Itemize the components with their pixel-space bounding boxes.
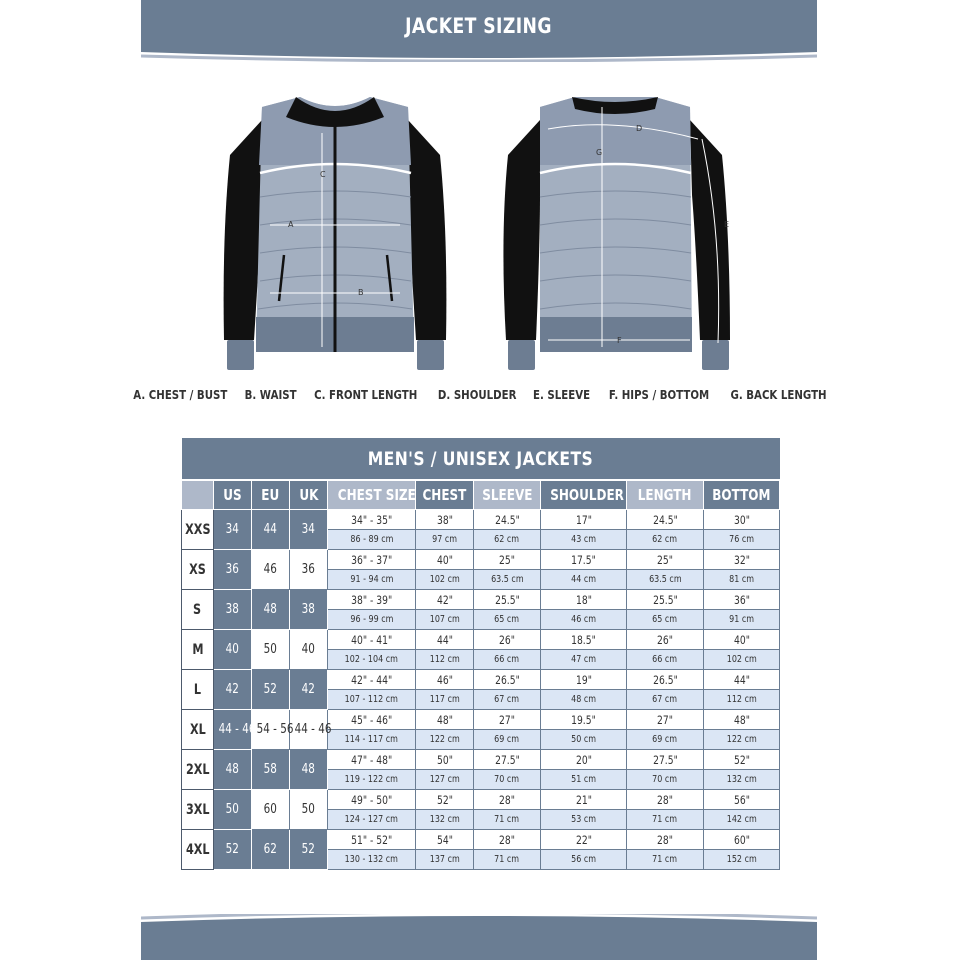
shoulder-inch-cell: 18.5": [541, 630, 627, 650]
uk-size-cell: 52: [290, 830, 328, 870]
shoulder-cm-cell: 51 cm: [541, 770, 627, 790]
bottom-inch-cell: 40": [704, 630, 780, 650]
size-label: 2XL: [182, 750, 214, 790]
legend-item: C. FRONT LENGTH: [314, 388, 418, 402]
us-size-cell: 36: [214, 550, 252, 590]
bottom-inch-cell: 36": [704, 590, 780, 610]
chest-size-inch-cell: 38" - 39": [328, 590, 416, 610]
table-header-row: [182, 480, 780, 510]
shoulder-inch-cell: 17": [541, 510, 627, 530]
front-letter-c: C: [320, 170, 326, 179]
sleeve-inch-cell: 25": [474, 550, 541, 570]
chest-cm-cell: 97 cm: [416, 530, 474, 550]
length-inch-cell: 28": [627, 790, 704, 810]
chest-size-cm-cell: 102 - 104 cm: [328, 650, 416, 670]
chest-inch-cell: 44": [416, 630, 474, 650]
sleeve-cm-cell: 62 cm: [474, 530, 541, 550]
bottom-inch-cell: 56": [704, 790, 780, 810]
shoulder-cm-cell: 56 cm: [541, 850, 627, 870]
length-cm-cell: 67 cm: [627, 690, 704, 710]
length-inch-cell: 27.5": [627, 750, 704, 770]
chest-size-inch-cell: 45" - 46": [328, 710, 416, 730]
table-row-inches: [182, 710, 780, 730]
sleeve-cm-cell: 63.5 cm: [474, 570, 541, 590]
eu-size-cell: 48: [252, 590, 290, 630]
length-inch-cell: 25.5": [627, 590, 704, 610]
shoulder-inch-cell: 18": [541, 590, 627, 610]
eu-size-cell: 52: [252, 670, 290, 710]
header-corner: [182, 480, 214, 510]
length-cm-cell: 70 cm: [627, 770, 704, 790]
table-row-inches: [182, 590, 780, 610]
chest-size-inch-cell: 47" - 48": [328, 750, 416, 770]
length-cm-cell: 71 cm: [627, 850, 704, 870]
table-row-inches: [182, 630, 780, 650]
chest-cm-cell: 122 cm: [416, 730, 474, 750]
column-header: BOTTOM: [704, 480, 780, 510]
sleeve-cm-cell: 66 cm: [474, 650, 541, 670]
chest-size-cm-cell: 107 - 112 cm: [328, 690, 416, 710]
shoulder-inch-cell: 19": [541, 670, 627, 690]
chest-cm-cell: 112 cm: [416, 650, 474, 670]
size-label: 3XL: [182, 790, 214, 830]
legend-item: D. SHOULDER: [438, 388, 517, 402]
bottom-cm-cell: 91 cm: [704, 610, 780, 630]
us-size-cell: 50: [214, 790, 252, 830]
chest-size-cm-cell: 130 - 132 cm: [328, 850, 416, 870]
bottom-cm-cell: 112 cm: [704, 690, 780, 710]
table-row-inches: [182, 510, 780, 530]
size-label: L: [182, 670, 214, 710]
sleeve-inch-cell: 28": [474, 830, 541, 850]
chest-inch-cell: 40": [416, 550, 474, 570]
bottom-cm-cell: 142 cm: [704, 810, 780, 830]
back-jacket-illustration: [503, 97, 730, 370]
length-cm-cell: 66 cm: [627, 650, 704, 670]
shoulder-inch-cell: 20": [541, 750, 627, 770]
chest-cm-cell: 107 cm: [416, 610, 474, 630]
chest-inch-cell: 42": [416, 590, 474, 610]
column-header: LENGTH: [627, 480, 704, 510]
chest-size-inch-cell: 49" - 50": [328, 790, 416, 810]
length-inch-cell: 26.5": [627, 670, 704, 690]
legend-item: E. SLEEVE: [533, 388, 591, 402]
shoulder-cm-cell: 47 cm: [541, 650, 627, 670]
chest-size-cm-cell: 96 - 99 cm: [328, 610, 416, 630]
front-jacket-illustration: [224, 97, 447, 370]
sleeve-inch-cell: 24.5": [474, 510, 541, 530]
chest-size-cm-cell: 86 - 89 cm: [328, 530, 416, 550]
length-cm-cell: 69 cm: [627, 730, 704, 750]
column-header: CHEST: [416, 480, 474, 510]
length-inch-cell: 27": [627, 710, 704, 730]
sleeve-inch-cell: 26": [474, 630, 541, 650]
table-body: [182, 510, 780, 870]
bottom-cm-cell: 102 cm: [704, 650, 780, 670]
shoulder-cm-cell: 46 cm: [541, 610, 627, 630]
chest-size-cm-cell: 114 - 117 cm: [328, 730, 416, 750]
chest-size-inch-cell: 34" - 35": [328, 510, 416, 530]
bottom-cm-cell: 152 cm: [704, 850, 780, 870]
size-label: S: [182, 590, 214, 630]
chest-size-inch-cell: 42" - 44": [328, 670, 416, 690]
bottom-cm-cell: 76 cm: [704, 530, 780, 550]
bottom-cm-cell: 122 cm: [704, 730, 780, 750]
shoulder-cm-cell: 50 cm: [541, 730, 627, 750]
bottom-inch-cell: 52": [704, 750, 780, 770]
length-inch-cell: 25": [627, 550, 704, 570]
sleeve-cm-cell: 71 cm: [474, 850, 541, 870]
chest-inch-cell: 54": [416, 830, 474, 850]
chest-inch-cell: 48": [416, 710, 474, 730]
size-label: XXS: [182, 510, 214, 550]
sleeve-cm-cell: 71 cm: [474, 810, 541, 830]
uk-size-cell: 50: [290, 790, 328, 830]
eu-size-cell: 46: [252, 550, 290, 590]
table-row-inches: [182, 550, 780, 570]
bottom-inch-cell: 48": [704, 710, 780, 730]
bottom-inch-cell: 60": [704, 830, 780, 850]
sleeve-inch-cell: 27.5": [474, 750, 541, 770]
sleeve-inch-cell: 28": [474, 790, 541, 810]
length-cm-cell: 62 cm: [627, 530, 704, 550]
table-row-inches: [182, 670, 780, 690]
uk-size-cell: 48: [290, 750, 328, 790]
back-letter-e: E: [724, 220, 730, 229]
chest-inch-cell: 50": [416, 750, 474, 770]
sleeve-cm-cell: 70 cm: [474, 770, 541, 790]
chest-inch-cell: 38": [416, 510, 474, 530]
chest-inch-cell: 46": [416, 670, 474, 690]
chest-size-cm-cell: 91 - 94 cm: [328, 570, 416, 590]
legend-item: G. BACK LENGTH: [730, 388, 827, 402]
length-inch-cell: 28": [627, 830, 704, 850]
us-size-cell: 34: [214, 510, 252, 550]
shoulder-inch-cell: 17.5": [541, 550, 627, 570]
size-table: [181, 438, 780, 870]
eu-size-cell: 44: [252, 510, 290, 550]
chest-cm-cell: 137 cm: [416, 850, 474, 870]
us-size-cell: 48: [214, 750, 252, 790]
shoulder-cm-cell: 53 cm: [541, 810, 627, 830]
page-title: JACKET SIZING: [405, 14, 553, 38]
front-letter-b: B: [358, 288, 364, 297]
chest-size-cm-cell: 124 - 127 cm: [328, 810, 416, 830]
column-header: SHOULDER: [541, 480, 627, 510]
bottom-cm-cell: 132 cm: [704, 770, 780, 790]
size-label: 4XL: [182, 830, 214, 870]
column-header: CHEST SIZE: [328, 480, 416, 510]
shoulder-inch-cell: 22": [541, 830, 627, 850]
sleeve-cm-cell: 69 cm: [474, 730, 541, 750]
eu-size-cell: 62: [252, 830, 290, 870]
jacket-diagram: [0, 85, 960, 375]
length-cm-cell: 63.5 cm: [627, 570, 704, 590]
shoulder-cm-cell: 43 cm: [541, 530, 627, 550]
uk-size-cell: 44 - 46: [290, 710, 328, 750]
chest-size-cm-cell: 119 - 122 cm: [328, 770, 416, 790]
footer-banner: [141, 930, 817, 960]
uk-size-cell: 42: [290, 670, 328, 710]
length-cm-cell: 71 cm: [627, 810, 704, 830]
us-size-cell: 44 - 46: [214, 710, 252, 750]
length-inch-cell: 24.5": [627, 510, 704, 530]
column-header: SLEEVE: [474, 480, 541, 510]
size-label: M: [182, 630, 214, 670]
bottom-inch-cell: 44": [704, 670, 780, 690]
uk-size-cell: 34: [290, 510, 328, 550]
uk-size-cell: 38: [290, 590, 328, 630]
size-label: XL: [182, 710, 214, 750]
us-size-cell: 42: [214, 670, 252, 710]
legend-item: A. CHEST / BUST: [132, 388, 227, 402]
chest-size-inch-cell: 40" - 41": [328, 630, 416, 650]
shoulder-cm-cell: 48 cm: [541, 690, 627, 710]
legend-item: B. WAIST: [244, 388, 297, 402]
chest-cm-cell: 102 cm: [416, 570, 474, 590]
us-size-cell: 40: [214, 630, 252, 670]
uk-size-cell: 40: [290, 630, 328, 670]
column-header: UK: [290, 480, 328, 510]
header-banner: [0, 0, 960, 60]
chest-cm-cell: 127 cm: [416, 770, 474, 790]
sleeve-cm-cell: 67 cm: [474, 690, 541, 710]
us-size-cell: 38: [214, 590, 252, 630]
table-row-inches: [182, 750, 780, 770]
length-inch-cell: 26": [627, 630, 704, 650]
bottom-inch-cell: 30": [704, 510, 780, 530]
shoulder-cm-cell: 44 cm: [541, 570, 627, 590]
us-size-cell: 52: [214, 830, 252, 870]
bottom-inch-cell: 32": [704, 550, 780, 570]
shoulder-inch-cell: 21": [541, 790, 627, 810]
eu-size-cell: 60: [252, 790, 290, 830]
chest-size-inch-cell: 36" - 37": [328, 550, 416, 570]
chest-size-inch-cell: 51" - 52": [328, 830, 416, 850]
chest-inch-cell: 52": [416, 790, 474, 810]
bottom-cm-cell: 81 cm: [704, 570, 780, 590]
measurement-legend: [0, 388, 960, 402]
sleeve-cm-cell: 65 cm: [474, 610, 541, 630]
length-cm-cell: 65 cm: [627, 610, 704, 630]
chest-cm-cell: 132 cm: [416, 810, 474, 830]
back-letter-f: F: [617, 336, 622, 345]
legend-item: F. HIPS / BOTTOM: [608, 388, 709, 402]
shoulder-inch-cell: 19.5": [541, 710, 627, 730]
eu-size-cell: 54 - 56: [252, 710, 290, 750]
uk-size-cell: 36: [290, 550, 328, 590]
column-header: US: [214, 480, 252, 510]
table-title: MEN'S / UNISEX JACKETS: [182, 438, 780, 480]
sleeve-inch-cell: 26.5": [474, 670, 541, 690]
size-label: XS: [182, 550, 214, 590]
front-letter-a: A: [288, 220, 294, 229]
sleeve-inch-cell: 25.5": [474, 590, 541, 610]
eu-size-cell: 58: [252, 750, 290, 790]
chest-cm-cell: 117 cm: [416, 690, 474, 710]
back-letter-g: G: [596, 148, 603, 157]
table-row-inches: [182, 790, 780, 810]
sleeve-inch-cell: 27": [474, 710, 541, 730]
column-header: EU: [252, 480, 290, 510]
table-row-inches: [182, 830, 780, 850]
eu-size-cell: 50: [252, 630, 290, 670]
back-letter-d: D: [636, 124, 643, 133]
